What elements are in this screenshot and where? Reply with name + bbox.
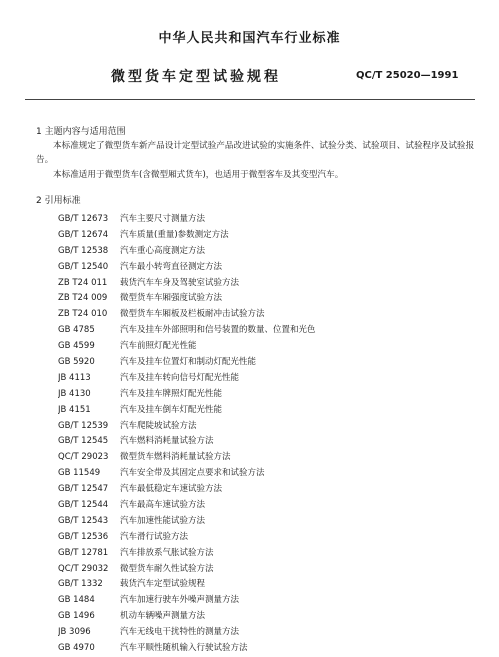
reference-item: [58, 323, 478, 339]
section-1-paragraph-2: 本标准适用于微型货车(含微型厢式货车)，也适用于微型客车及其变型汽车。: [53, 170, 344, 180]
reference-code: GB/T 12540: [58, 261, 109, 272]
reference-title: 汽车前照灯配光性能: [120, 341, 197, 352]
reference-title: 微型货车燃料消耗量试验方法: [120, 452, 231, 463]
reference-item: [58, 530, 478, 546]
reference-code: ZB T24 010: [58, 309, 108, 320]
reference-code: GB/T 12781: [58, 547, 109, 558]
reference-item: [58, 212, 478, 228]
reference-item: [58, 260, 478, 276]
reference-item: [58, 546, 478, 562]
reference-title: 汽车安全带及其固定点要求和试验方法: [120, 468, 265, 479]
reference-code: GB 4785: [58, 325, 95, 336]
reference-code: GB/T 12543: [58, 515, 109, 526]
reference-code: GB 4599: [58, 341, 95, 352]
reference-code: GB/T 12536: [58, 531, 109, 542]
reference-item: [58, 244, 478, 260]
reference-title: 汽车质量(重量)参数测定方法: [120, 229, 229, 240]
reference-code: GB 1496: [58, 611, 95, 622]
reference-title: 载货汽车车身及驾驶室试验方法: [120, 277, 240, 288]
reference-code: JB 4130: [58, 388, 91, 399]
reference-code: GB 11549: [58, 468, 101, 479]
reference-title: 汽车及挂车外部照明和信号装置的数量、位置和光色: [120, 325, 316, 336]
reference-code: GB 1484: [58, 595, 95, 606]
reference-title: 汽车主要尺寸测量方法: [120, 214, 206, 224]
reference-item: [58, 291, 478, 307]
reference-item: [58, 307, 478, 323]
reference-title: 汽车加速行驶车外噪声测量方法: [120, 595, 240, 606]
reference-item: [58, 419, 478, 435]
reference-item: [58, 403, 478, 419]
reference-item: [58, 355, 478, 371]
reference-code: GB/T 12539: [58, 420, 109, 431]
reference-code: ZB T24 009: [58, 293, 108, 304]
reference-title: 汽车及挂车倒车灯配光性能: [120, 404, 223, 415]
reference-code: GB/T 12544: [58, 500, 109, 511]
reference-item: [58, 466, 478, 482]
reference-title: 汽车加速性能试验方法: [120, 515, 206, 526]
document-title: 微型货车定型试验规程: [111, 69, 281, 85]
reference-title: 汽车最高车速试验方法: [120, 500, 206, 511]
reference-title: 微型货车车厢强度试验方法: [120, 293, 223, 304]
reference-code: JB 4151: [58, 404, 91, 415]
standard-number: QC/T 25020—1991: [356, 70, 459, 81]
reference-item: [58, 339, 478, 355]
reference-title: 汽车重心高度测定方法: [120, 245, 206, 256]
reference-title: 微型货车耐久性试验方法: [120, 563, 214, 574]
reference-title: 汽车及挂车牌照灯配光性能: [120, 388, 223, 399]
header-divider: [25, 99, 475, 100]
reference-item: [58, 450, 478, 466]
reference-code: GB/T 12538: [58, 245, 109, 256]
reference-item: [58, 577, 478, 593]
reference-code: JB 3096: [58, 627, 91, 638]
reference-title: 汽车最低稳定车速试验方法: [120, 484, 223, 495]
reference-title: 机动车辆噪声测量方法: [120, 611, 206, 622]
reference-code: JB 4113: [58, 372, 91, 383]
reference-title: 汽车无线电干扰特性的测量方法: [120, 627, 240, 638]
reference-title: 微型货车车厢板及栏板耐冲击试验方法: [120, 309, 265, 320]
reference-item: [58, 514, 478, 530]
reference-item: [58, 228, 478, 244]
reference-code: GB 5920: [58, 357, 95, 368]
reference-item: [58, 498, 478, 514]
reference-item: [58, 371, 478, 387]
reference-item: [58, 593, 478, 609]
reference-code: GB/T 12674: [58, 229, 109, 240]
reference-code: GB 4970: [58, 643, 95, 654]
section-2-heading: 2 引用标准: [36, 196, 81, 206]
reference-code: GB/T 12545: [58, 436, 109, 447]
reference-list: [58, 212, 478, 657]
reference-title: 汽车排放系气胀试验方法: [120, 547, 214, 558]
reference-title: 汽车滑行试验方法: [120, 531, 189, 542]
reference-item: [58, 625, 478, 641]
reference-item: [58, 482, 478, 498]
reference-title: 汽车燃料消耗量试验方法: [120, 436, 214, 447]
reference-item: [58, 387, 478, 403]
section-1-heading: 1 主题内容与适用范围: [36, 127, 126, 137]
section-1-paragraph-1: 本标准规定了微型货车新产品设计定型试验产品改进试验的实施条件、试验分类、试验项目、试验程序及试验报告。: [36, 141, 475, 165]
reference-code: GB/T 12547: [58, 484, 109, 495]
reference-title: 载货汽车定型试验规程: [120, 579, 206, 590]
reference-code: ZB T24 011: [58, 277, 108, 288]
reference-code: GB/T 12673: [58, 214, 109, 224]
reference-title: 汽车及挂车位置灯和制动灯配光性能: [120, 357, 257, 368]
reference-item: [58, 609, 478, 625]
reference-code: GB/T 1332: [58, 579, 103, 590]
reference-title: 汽车及挂车转向信号灯配光性能: [120, 372, 240, 383]
reference-title: 汽车爬陡坡试验方法: [120, 420, 197, 431]
reference-title: 汽车平顺性随机输入行驶试验方法: [120, 643, 248, 654]
reference-code: QC/T 29023: [58, 452, 109, 463]
reference-code: QC/T 29032: [58, 563, 109, 574]
reference-item: [58, 562, 478, 578]
reference-item: [58, 276, 478, 292]
reference-item: [58, 434, 478, 450]
standard-category-header: 中华人民共和国汽车行业标准: [158, 31, 341, 46]
reference-item: [58, 641, 478, 657]
reference-title: 汽车最小转弯直径测定方法: [120, 261, 223, 272]
